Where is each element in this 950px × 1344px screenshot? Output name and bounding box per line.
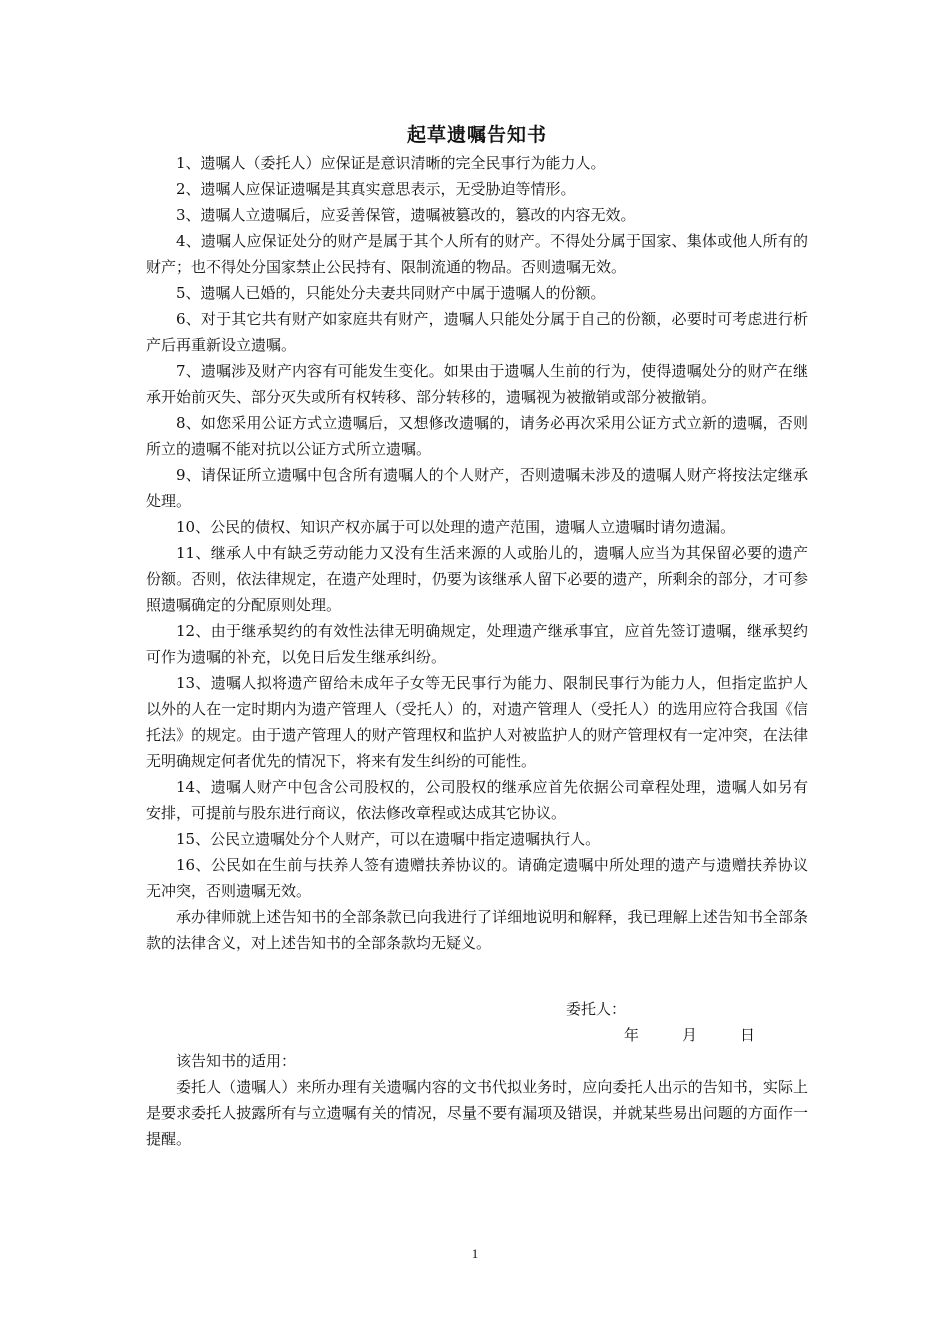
notice-item-5: 5、遗嘱人已婚的，只能处分夫妻共同财产中属于遗嘱人的份额。	[176, 284, 606, 302]
confirmation-statement: 承办律师就上述告知书的全部条款已向我进行了详细地说明和解释，我已理解上述告知书全部条款的法律含义，对上述告知书的全部条款均无疑义。	[146, 908, 808, 952]
document-title: 起草遗嘱告知书	[406, 124, 547, 146]
notice-item-6: 6、对于其它共有财产如家庭共有财产，遗嘱人只能处分属于自己的份额，必要时可考虑进行析产后再重新设立遗嘱。	[146, 310, 808, 354]
date-line	[146, 1022, 808, 1048]
date-month-label: 月	[682, 1026, 698, 1044]
notice-item-2: 2、遗嘱人应保证遗嘱是其真实意思表示，无受胁迫等情形。	[176, 180, 576, 198]
notice-item-15: 15、公民立遗嘱处分个人财产，可以在遗嘱中指定遗嘱执行人。	[176, 830, 601, 848]
applicability-text: 委托人（遗嘱人）来所办理有关遗嘱内容的文书代拟业务时，应向委托人出示的告知书，实际上是要求委托人披露所有与立遗嘱有关的情况，尽量不要有漏项及错误，并就某些易出问题的方面作一提醒。	[146, 1078, 808, 1148]
applicability-heading: 该告知书的适用：	[176, 1052, 297, 1070]
spacer	[146, 956, 808, 996]
notice-item-14: 14、遗嘱人财产中包含公司股权的，公司股权的继承应首先依据公司章程处理，遗嘱人如另有安排，可提前与股东进行商议，依法修改章程或达成其它协议。	[146, 778, 808, 822]
notice-item-10: 10、公民的债权、知识产权亦属于可以处理的遗产范围，遗嘱人立遗嘱时请勿遗漏。	[176, 518, 736, 536]
date-year-label: 年	[624, 1026, 640, 1044]
signature-label: 委托人：	[566, 1000, 627, 1018]
notice-item-13: 13、遗嘱人拟将遗产留给未成年子女等无民事行为能力、限制民事行为能力人，但指定监护人以外的人在一定时期内为遗产管理人（受托人）的，对遗产管理人（受托人）的选用应符合我国《信托法》的规定。由于遗产管理人的财产管理权和监护人对被监护人的财产管理权有一定冲突，在法律无明确规定何者优先的情况下，将来有发生纠纷的可能性。	[146, 674, 808, 770]
notice-item-7: 7、遗嘱涉及财产内容有可能发生变化。如果由于遗嘱人生前的行为，使得遗嘱处分的财产在继承开始前灭失、部分灭失或所有权转移、部分转移的，遗嘱视为被撤销或部分被撤销。	[146, 362, 808, 406]
notice-item-8: 8、如您采用公证方式立遗嘱后，又想修改遗嘱的，请务必再次采用公证方式立新的遗嘱，否则所立的遗嘱不能对抗以公证方式所立遗嘱。	[146, 414, 808, 458]
notice-item-16: 16、公民如在生前与扶养人签有遗赠扶养协议的。请确定遗嘱中所处理的遗产与遗赠扶养协议无冲突，否则遗嘱无效。	[146, 856, 808, 900]
notice-item-3: 3、遗嘱人立遗嘱后，应妥善保管，遗嘱被篡改的，篡改的内容无效。	[176, 206, 636, 224]
signature-line	[146, 996, 808, 1022]
notice-item-4: 4、遗嘱人应保证处分的财产是属于其个人所有的财产。不得处分属于国家、集体或他人所有的财产；也不得处分国家禁止公民持有、限制流通的物品。否则遗嘱无效。	[146, 232, 808, 276]
notice-item-9: 9、请保证所立遗嘱中包含所有遗嘱人的个人财产，否则遗嘱未涉及的遗嘱人财产将按法定继承处理。	[146, 466, 808, 510]
page-number: 1	[471, 1246, 479, 1261]
notice-item-12: 12、由于继承契约的有效性法律无明确规定，处理遗产继承事宜，应首先签订遗嘱，继承契约可作为遗嘱的补充，以免日后发生继承纠纷。	[146, 622, 808, 666]
date-day-label: 日	[740, 1026, 756, 1044]
notice-item-11: 11、继承人中有缺乏劳动能力又没有生活来源的人或胎儿的，遗嘱人应当为其保留必要的遗产份额。否则，依法律规定，在遗产处理时，仍要为该继承人留下必要的遗产，所剩余的部分，才可参照遗嘱确定的分配原则处理。	[146, 544, 808, 614]
notice-item-1: 1、遗嘱人（委托人）应保证是意识清晰的完全民事行为能力人。	[176, 154, 606, 172]
document-body	[146, 120, 808, 1152]
